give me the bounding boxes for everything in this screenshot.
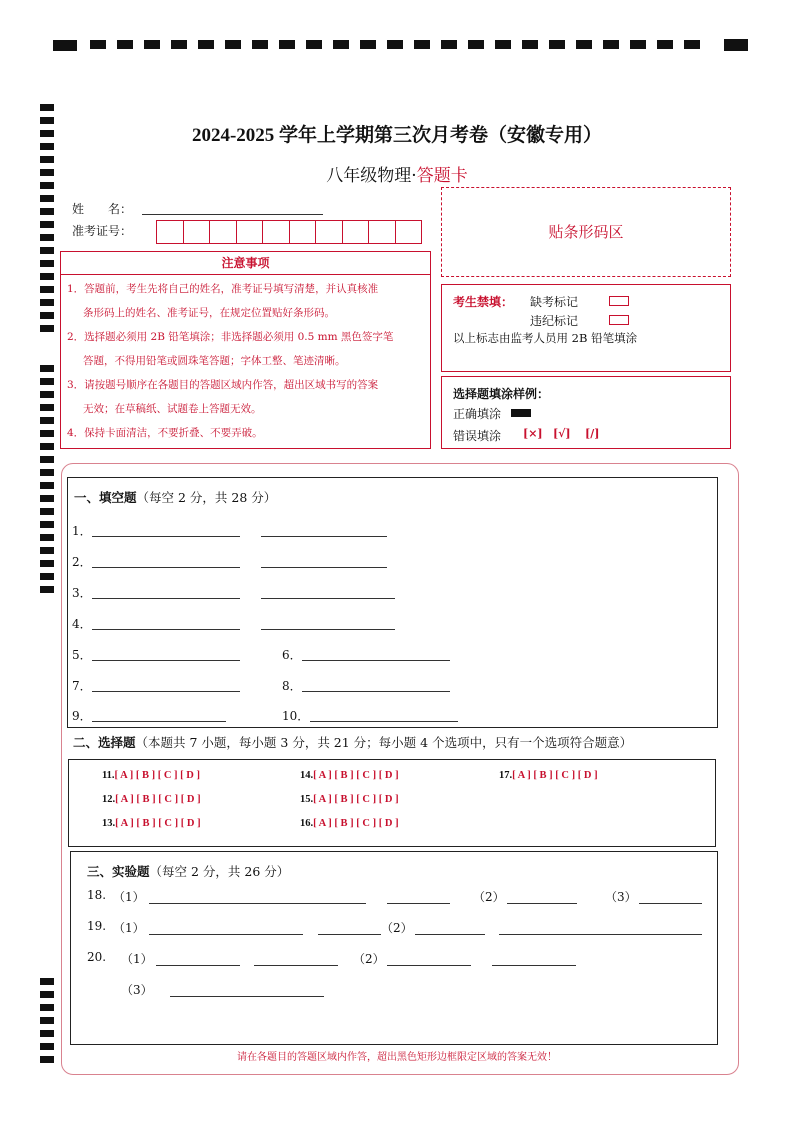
correct-fill-label: 正确填涂 xyxy=(453,407,502,421)
wrong-fill-label: 错误填涂 xyxy=(453,429,502,443)
fill-blank-title-rest: （每空 2 分，共 28 分） xyxy=(136,490,277,505)
proctor-note: 以上标志由监考人员用 2B 铅笔填涂 xyxy=(453,331,638,345)
notice-title: 注意事项 xyxy=(61,252,430,275)
answer-blank[interactable] xyxy=(254,965,338,966)
absent-mark-label: 缺考标记 xyxy=(530,295,579,309)
choice-title xyxy=(73,733,632,751)
answer-blank[interactable] xyxy=(492,965,576,966)
answer-blank[interactable] xyxy=(92,629,240,630)
question-number: 9． xyxy=(72,709,92,723)
choice-q12[interactable]: 12.[ A ] [ B ] [ C ] [ D ] xyxy=(102,794,201,805)
experiment-section xyxy=(70,851,718,1045)
part-label: （3） xyxy=(605,890,637,904)
answer-blank[interactable] xyxy=(92,721,226,722)
fill-blank-section xyxy=(67,477,718,728)
question-number: 2． xyxy=(72,555,92,569)
id-digit-box[interactable] xyxy=(396,221,422,243)
fill-sample-box xyxy=(441,376,731,449)
exam-title: 2024-2025 学年上学期第三次月考卷（安徽专用） xyxy=(191,125,603,146)
question-number: 4． xyxy=(72,617,92,631)
part-label: （3） xyxy=(121,983,153,997)
barcode-label: 贴条形码区 xyxy=(548,223,624,241)
fill-blank-title xyxy=(74,488,276,506)
subtitle-answer-card: 答题卡 xyxy=(416,166,468,186)
answer-blank[interactable] xyxy=(302,660,450,661)
answer-blank[interactable] xyxy=(415,934,485,935)
answer-blank[interactable] xyxy=(156,965,240,966)
answer-blank[interactable] xyxy=(149,934,303,935)
id-digit-box[interactable] xyxy=(369,221,396,243)
answer-blank[interactable] xyxy=(92,567,240,568)
choice-q13[interactable]: 13.[ A ] [ B ] [ C ] [ D ] xyxy=(102,818,201,829)
question-number: 3． xyxy=(72,586,92,600)
wrong-mark-check: [√] xyxy=(553,427,571,440)
notice-line: 4．保持卡面清洁，不要折叠、不要弄破。 xyxy=(67,427,263,439)
part-label: （1） xyxy=(121,952,153,966)
id-digit-box[interactable] xyxy=(343,221,370,243)
notice-line: 1．答题前，考生先将自己的姓名，准考证号填写清楚，并认真核准 xyxy=(67,283,379,295)
notice-line: 3．请按题号顺序在各题目的答题区域内作答，超出区域书写的答案 xyxy=(67,379,379,391)
answer-blank[interactable] xyxy=(499,934,702,935)
answer-blank[interactable] xyxy=(261,567,387,568)
part-label: （2） xyxy=(353,952,385,966)
answer-blank[interactable] xyxy=(387,903,450,904)
experiment-title-rest: （每空 2 分，共 26 分） xyxy=(149,864,290,879)
part-label: （1） xyxy=(113,921,145,935)
fill-sample-title: 选择题填涂样例： xyxy=(453,387,550,401)
absent-mark-box[interactable] xyxy=(609,296,629,306)
notice-line: 无效；在草稿纸、试题卷上答题无效。 xyxy=(83,403,262,415)
id-digit-box[interactable] xyxy=(184,221,211,243)
choice-q15[interactable]: 15.[ A ] [ B ] [ C ] [ D ] xyxy=(300,794,399,805)
question-number: 20. xyxy=(87,950,107,964)
id-digit-box[interactable] xyxy=(263,221,290,243)
notice-line: 2．选择题必须用 2B 铅笔填涂；非选择题必须用 0.5 mm 黑色签字笔 xyxy=(67,331,394,343)
id-digit-box[interactable] xyxy=(290,221,317,243)
notice-line: 答题，不得用铅笔或圆珠笔答题；字体工整、笔迹清晰。 xyxy=(83,355,346,367)
fill-blank-title-bold: 一、填空题 xyxy=(74,490,137,505)
notice-box xyxy=(60,251,431,449)
answer-blank[interactable] xyxy=(387,965,471,966)
filled-box-icon xyxy=(511,409,531,417)
subtitle-subject: 八年级物理· xyxy=(326,166,417,186)
exam-id-label: 准考证号： xyxy=(72,224,133,238)
violation-mark-label: 违纪标记 xyxy=(530,314,579,328)
notice-line: 条形码上的姓名、准考证号，在规定位置贴好条形码。 xyxy=(83,307,335,319)
exam-id-boxes[interactable] xyxy=(156,220,422,244)
answer-blank[interactable] xyxy=(302,691,450,692)
id-digit-box[interactable] xyxy=(316,221,343,243)
experiment-title-bold: 三、实验题 xyxy=(87,864,150,879)
id-digit-box[interactable] xyxy=(210,221,237,243)
answer-blank[interactable] xyxy=(318,934,381,935)
choice-title-bold: 二、选择题 xyxy=(73,735,136,750)
part-label: （1） xyxy=(113,890,145,904)
id-digit-box[interactable] xyxy=(157,221,184,243)
answer-blank[interactable] xyxy=(92,691,240,692)
question-number: 6． xyxy=(282,648,302,662)
answer-blank[interactable] xyxy=(261,629,395,630)
choice-q16[interactable]: 16.[ A ] [ B ] [ C ] [ D ] xyxy=(300,818,399,829)
wrong-mark-slash: [/] xyxy=(585,427,600,440)
answer-blank[interactable] xyxy=(310,721,458,722)
answer-blank[interactable] xyxy=(92,660,240,661)
question-number: 8． xyxy=(282,679,302,693)
footer-warning: 请在各题目的答题区域内作答，超出黑色矩形边框限定区域的答案无效！ xyxy=(237,1052,557,1063)
answer-blank[interactable] xyxy=(92,536,240,537)
choice-q17[interactable]: 17.[ A ] [ B ] [ C ] [ D ] xyxy=(499,770,598,781)
proctor-only-label: 考生禁填： xyxy=(453,295,514,309)
answer-blank[interactable] xyxy=(149,903,366,904)
wrong-mark-cross: [×] xyxy=(523,427,543,440)
answer-blank[interactable] xyxy=(170,996,324,997)
choice-q14[interactable]: 14.[ A ] [ B ] [ C ] [ D ] xyxy=(300,770,399,781)
question-number: 19. xyxy=(87,919,107,933)
question-number: 5． xyxy=(72,648,92,662)
choice-title-rest: （本题共 7 小题，每小题 3 分，共 21 分；每小题 4 个选项中，只有一个选项符合题意） xyxy=(135,735,633,750)
question-number: 10． xyxy=(282,709,310,723)
answer-blank[interactable] xyxy=(261,536,387,537)
violation-mark-box[interactable] xyxy=(609,315,629,325)
answer-blank[interactable] xyxy=(261,598,395,599)
part-label: （2） xyxy=(381,921,413,935)
id-digit-box[interactable] xyxy=(237,221,264,243)
answer-blank[interactable] xyxy=(92,598,240,599)
question-number: 1． xyxy=(72,524,92,538)
answer-blank[interactable] xyxy=(507,903,577,904)
answer-blank[interactable] xyxy=(639,903,702,904)
choice-section xyxy=(68,759,716,847)
experiment-title xyxy=(87,862,289,880)
question-number: 7． xyxy=(72,679,92,693)
choice-q11[interactable]: 11.[ A ] [ B ] [ C ] [ D ] xyxy=(102,770,200,781)
proctor-marks-box xyxy=(441,284,731,372)
card-subtitle xyxy=(0,161,794,186)
part-label: （2） xyxy=(473,890,505,904)
barcode-area xyxy=(441,187,731,277)
question-number: 18. xyxy=(87,888,107,902)
name-field[interactable] xyxy=(142,202,323,215)
name-label: 姓 名： xyxy=(72,202,133,216)
